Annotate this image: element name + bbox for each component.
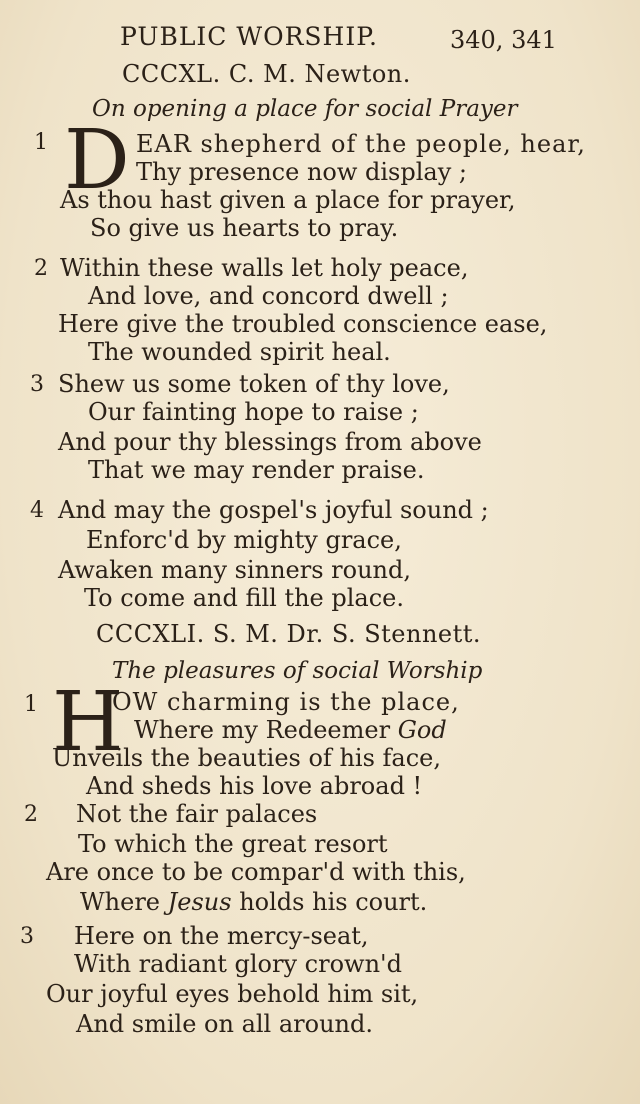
verse-line: As thou hast given a place for prayer, <box>60 186 516 214</box>
verse-line: Here give the troubled conscience ease, <box>58 310 548 338</box>
hymn-heading: CCCXL. C. M. Newton. <box>122 60 411 88</box>
running-title: PUBLIC WORSHIP. <box>120 22 378 51</box>
verse-line: And may the gospel's joyful sound ; <box>58 496 489 524</box>
verse-line: Our joyful eyes behold him sit, <box>46 980 419 1008</box>
verse-number: 2 <box>34 256 48 281</box>
hymn-heading: CCCXLI. S. M. Dr. S. Stennett. <box>96 620 482 648</box>
verse-line: To which the great resort <box>78 830 388 858</box>
verse-line: Are once to be compar'd with this, <box>46 858 466 886</box>
verse-line: The wounded spirit heal. <box>88 338 391 366</box>
verse-line <box>80 888 427 916</box>
verse-line: And smile on all around. <box>76 1010 373 1038</box>
verse-number: 3 <box>30 372 44 397</box>
verse-line: Our fainting hope to raise ; <box>88 398 419 426</box>
italic-word: God <box>397 716 447 744</box>
verse-line: That we may render praise. <box>88 456 425 484</box>
verse-line-text: Where my Redeemer <box>134 716 391 744</box>
verse-line: With radiant glory crown'd <box>74 950 402 978</box>
verse-line: OW charming is the place, <box>112 688 460 716</box>
verse-line: Here on the mercy-seat, <box>74 922 369 950</box>
verse-line: Not the fair palaces <box>76 800 318 828</box>
verse-line: Shew us some token of thy love, <box>58 370 450 398</box>
verse-line: Awaken many sinners round, <box>58 556 412 584</box>
verse-number: 4 <box>30 498 44 523</box>
verse-line: So give us hearts to pray. <box>90 214 399 242</box>
italic-word: Jesus <box>167 888 232 916</box>
verse-line-text: Where <box>80 888 161 916</box>
verse-number: 1 <box>34 130 48 155</box>
verse-line: And love, and concord dwell ; <box>88 282 449 310</box>
verse-number: 2 <box>24 802 38 827</box>
verse-line <box>134 716 447 744</box>
verse-line: And pour thy blessings from above <box>58 428 482 456</box>
verse-line: EAR shepherd of the people, hear, <box>136 130 586 158</box>
verse-line: Unveils the beauties of his face, <box>52 744 441 772</box>
verse-number: 1 <box>24 692 38 717</box>
drop-cap: H <box>52 675 124 770</box>
verse-line: Within these walls let holy peace, <box>60 254 469 282</box>
verse-number: 3 <box>20 924 34 949</box>
verse-line-text: holds his court. <box>239 888 428 916</box>
page-numbers: 340, 341 <box>450 26 557 54</box>
verse-line: To come and fill the place. <box>84 584 405 612</box>
hymn-subtitle: The pleasures of social Worship <box>112 658 483 684</box>
verse-line: And sheds his love abroad ! <box>86 772 423 800</box>
verse-line: Enforc'd by mighty grace, <box>86 526 402 554</box>
hymn-subtitle: On opening a place for social Prayer <box>92 96 518 122</box>
verse-line: Thy presence now display ; <box>136 158 467 186</box>
drop-cap: D <box>64 113 130 208</box>
